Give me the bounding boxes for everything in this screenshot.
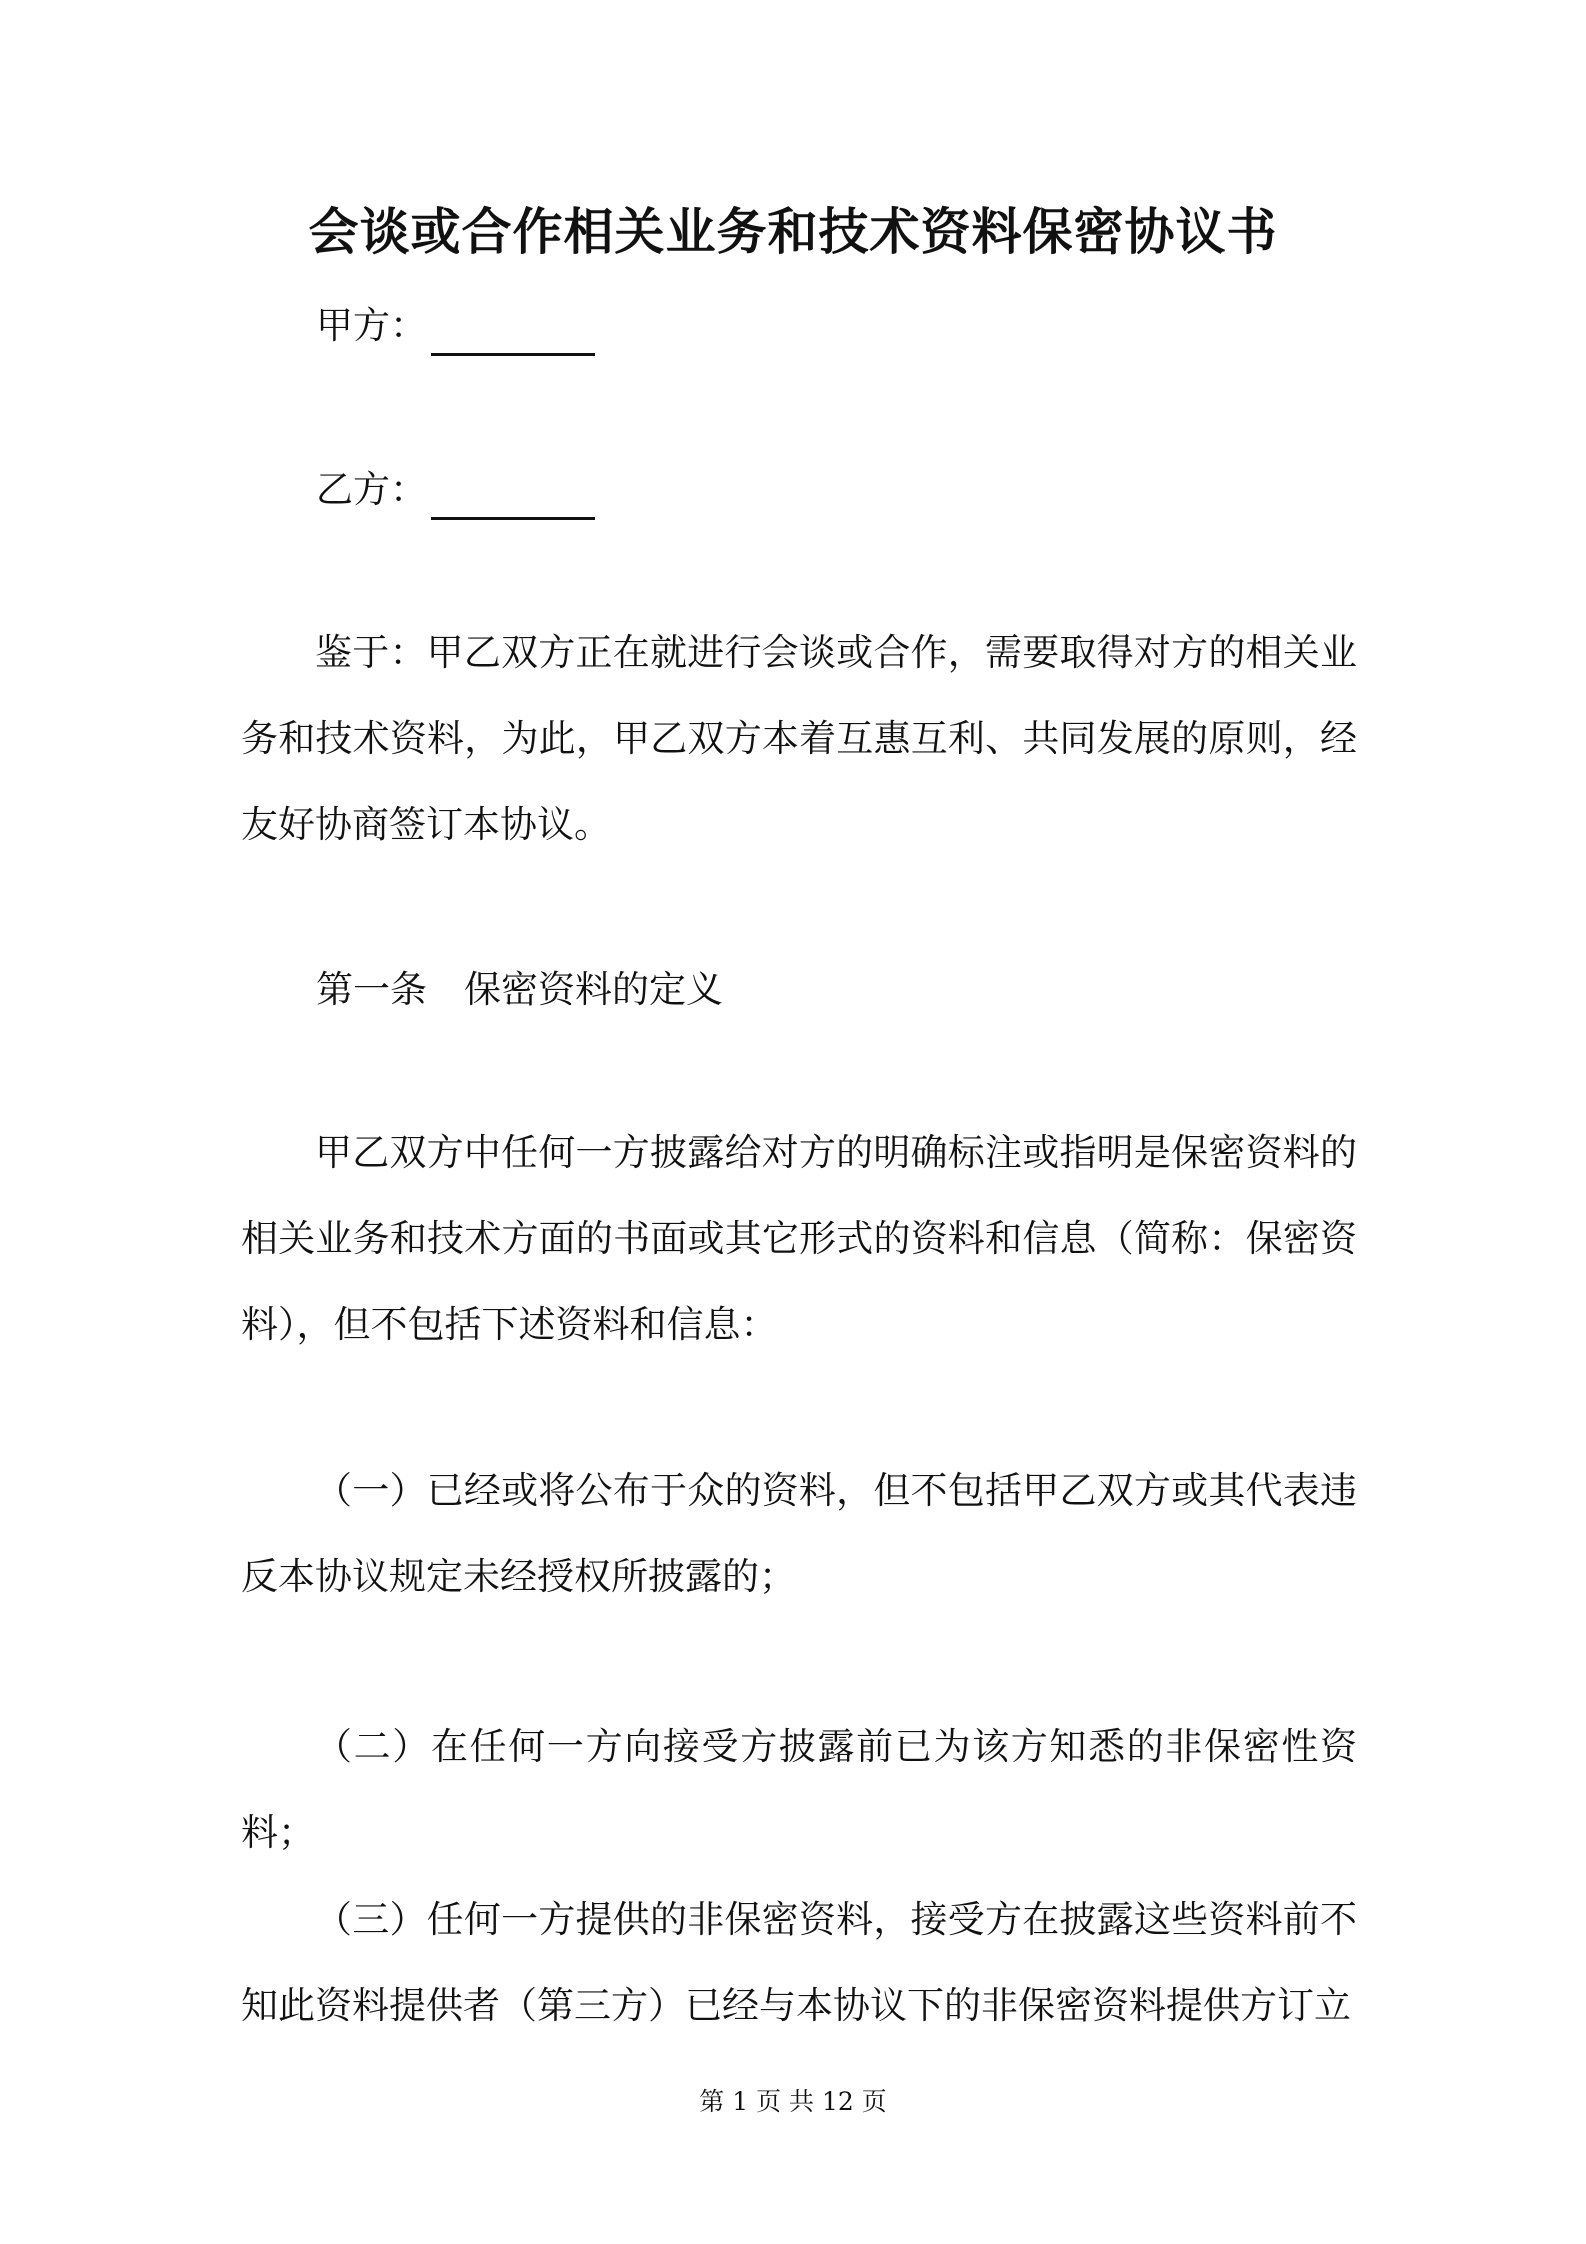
clause-item-2: （二）在任何一方向接受方披露前已为该方知悉的非保密性资料； (241, 1725, 1357, 1854)
party-a-label: 甲方： (316, 304, 427, 347)
party-b-line (316, 460, 595, 520)
party-b-label: 乙方： (316, 468, 427, 511)
document-title: 会谈或合作相关业务和技术资料保密协议书 (308, 202, 1278, 261)
clause-item-1: （一）已经或将公布于众的资料，但不包括甲乙双方或其代表违反本协议规定未经授权所披露的； (241, 1469, 1357, 1598)
preamble-paragraph: 鉴于：甲乙双方正在就进行会谈或合作，需要取得对方的相关业务和技术资料，为此，甲乙双方本着互惠互利、共同发展的原则，经友好协商签订本协议。 (241, 631, 1357, 846)
page-number-footer: 第 1 页 共 12 页 (699, 2087, 887, 2116)
party-b-blank (431, 481, 595, 520)
party-a-line (316, 296, 595, 356)
article-1-heading: 第一条 保密资料的定义 (316, 968, 723, 1011)
article-1-body: 甲乙双方中任何一方披露给对方的明确标注或指明是保密资料的相关业务和技术方面的书面或其它形式的资料和信息（简称：保密资料），但不包括下述资料和信息： (241, 1131, 1357, 1346)
party-a-blank (431, 317, 595, 356)
clause-item-3: （三）任何一方提供的非保密资料，接受方在披露这些资料前不知此资料提供者（第三方）已经与本协议下的非保密资料提供方订立 (241, 1898, 1357, 2027)
